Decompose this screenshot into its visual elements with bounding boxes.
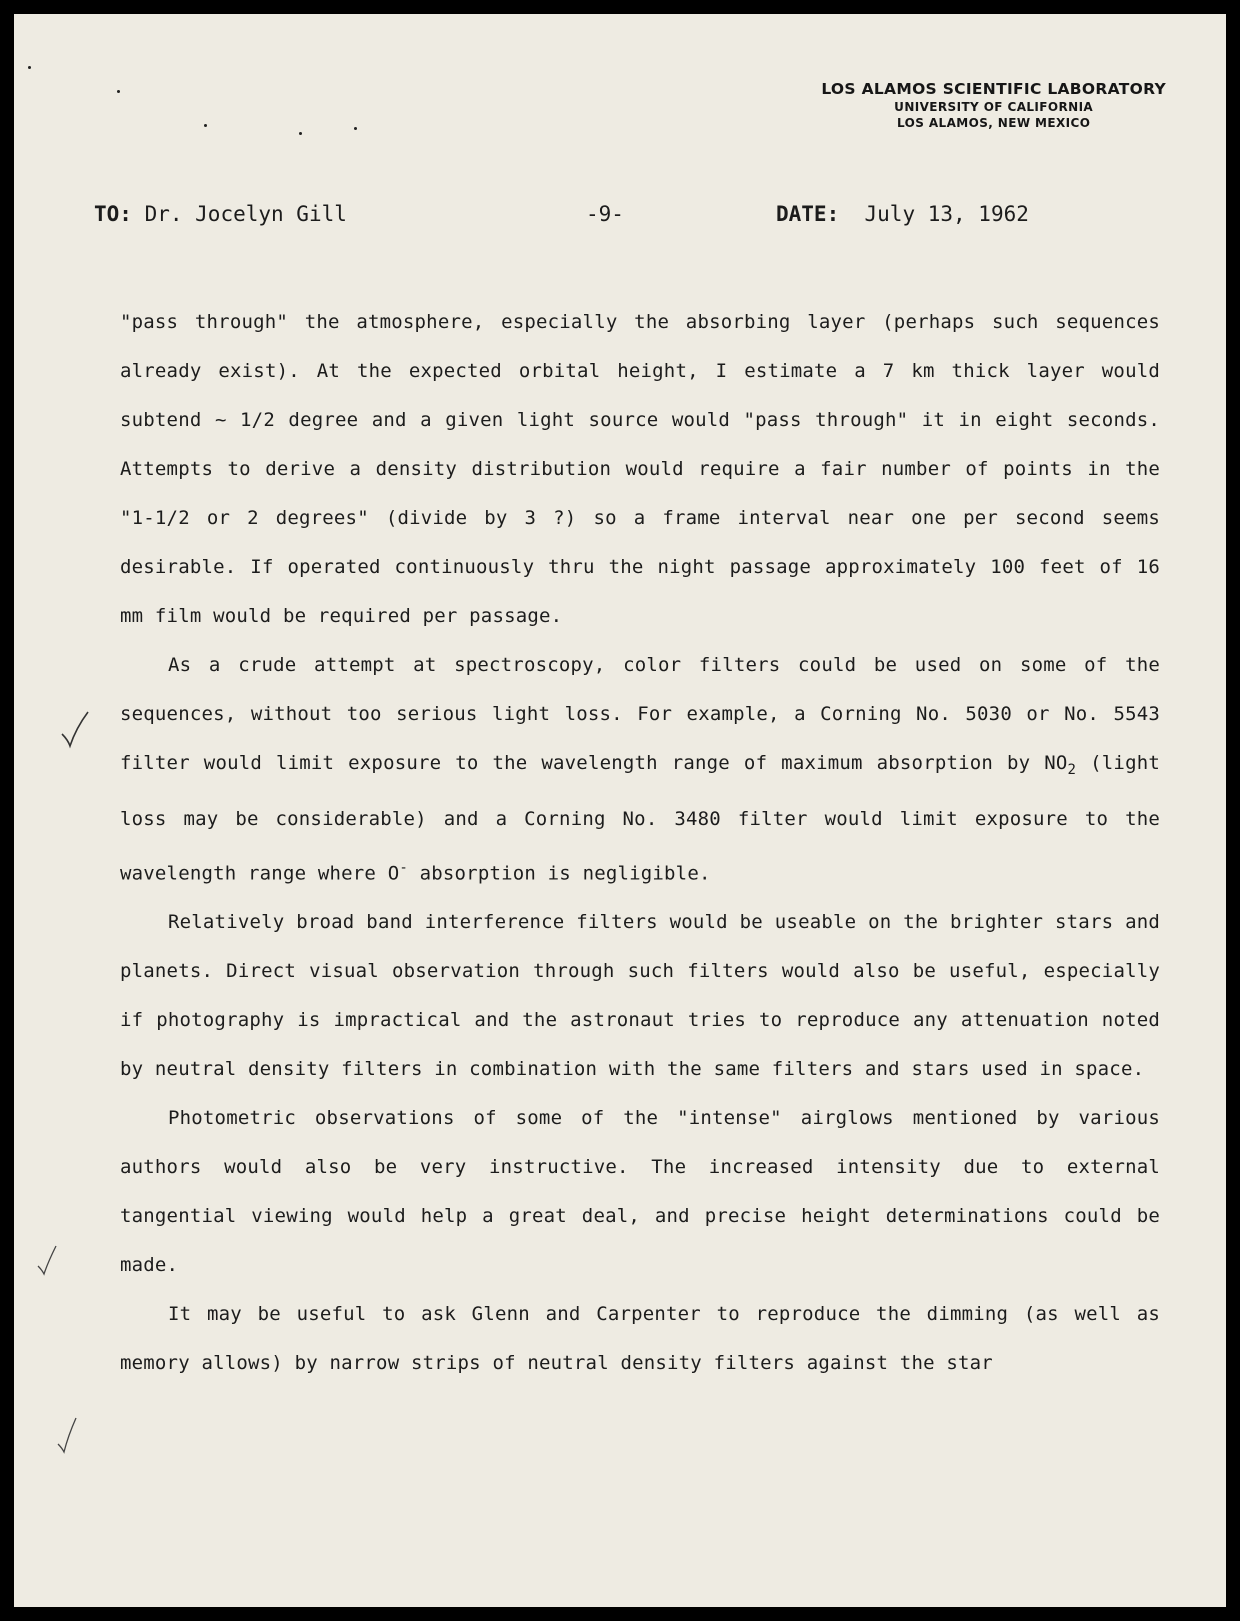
- document-page: [14, 14, 1226, 1607]
- oxygen-superscript: -: [399, 859, 408, 876]
- scan-speck: [354, 127, 357, 130]
- page-number: -9-: [586, 202, 624, 226]
- to-label: TO:: [94, 202, 132, 226]
- date-label: DATE:: [776, 202, 840, 226]
- scan-speck: [117, 90, 120, 93]
- scan-speck: [204, 124, 207, 127]
- scan-speck: [299, 132, 302, 135]
- handwritten-check-mark-icon: [60, 710, 90, 750]
- letterhead: [821, 80, 1166, 130]
- memo-date: [776, 202, 1029, 226]
- letterhead-location: LOS ALAMOS, NEW MEXICO: [897, 116, 1091, 130]
- paragraph-color-filters: As a crude attempt at spectroscopy, color filters could be used on some of the sequences, without too serious light loss. For example, a Corning No. 5030 or No. 5543 filter would limit exposure to the wavelength range of maximum absorption by $NO_2$ (light loss may be considerable) and a Corning No. 3480 filter would limit exposure to the wavelength range where O- absorption is negligible.: [120, 654, 1160, 885]
- no2-subscript: 2: [1067, 761, 1077, 778]
- handwritten-check-mark-icon: [34, 1240, 64, 1280]
- paragraph-interference-filters: Relatively broad band interference filters would be useable on the brighter stars and planets. Direct visual observation through such filters would also be useful, especially if photography is impractical and the astronaut tries to reproduce any attenuation noted by neutral density filters in combination with the same filters and stars used in space.: [120, 911, 1160, 1081]
- handwritten-check-mark-icon: [54, 1416, 84, 1456]
- to-recipient: Dr. Jocelyn Gill: [144, 202, 347, 226]
- letterhead-university: UNIVERSITY OF CALIFORNIA: [894, 100, 1094, 114]
- letterhead-lab-name: LOS ALAMOS SCIENTIFIC LABORATORY: [821, 80, 1166, 98]
- memo-body: [120, 298, 1160, 1388]
- paragraph-glenn-carpenter: It may be useful to ask Glenn and Carpenter to reproduce the dimming (as well as memory allows) by narrow strips of neutral density filters against the star: [120, 1303, 1160, 1375]
- date-value: July 13, 1962: [864, 202, 1029, 226]
- paragraph-camera-sequences: "pass through" the atmosphere, especially the absorbing layer (perhaps such sequences already exist). At the expected orbital height, I estimate a 7 km thick layer would subtend ~ 1/2 degree and a given light source would "pass through" it in eight seconds. Attempts to derive a density distribution would require a fair number of points in the "1-1/2 or 2 degrees" (divide by 3 ?) so a frame interval near one per second seems desirable. If operated continuously thru the night passage approximately 100 feet of 16 mm film would be required per passage.: [120, 311, 1160, 627]
- memo-to: [94, 202, 347, 226]
- paragraph-airglow: Photometric observations of some of the "intense" airglows mentioned by various authors would also be very instructive. The increased intensity due to external tangential viewing would help a great deal, and precise height determinations could be made.: [120, 1107, 1160, 1277]
- scan-speck: [28, 66, 31, 69]
